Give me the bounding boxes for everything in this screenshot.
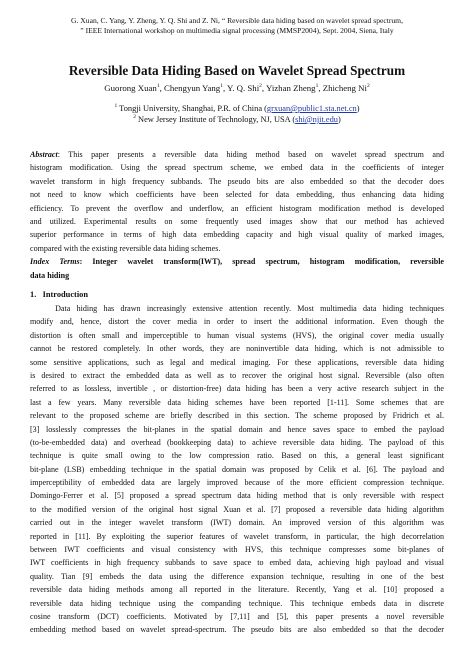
affiliation-mark: 2 bbox=[133, 114, 136, 120]
affiliation-close: ) bbox=[356, 103, 360, 113]
author-separator: , bbox=[261, 83, 266, 93]
section-title: Introduction bbox=[42, 290, 89, 299]
email-link[interactable]: shi@njit.edu bbox=[295, 114, 338, 124]
paper-title: Reversible Data Hiding Based on Wavelet Spread Spectrum bbox=[68, 63, 406, 78]
body-line: cosine transform (DCT) coefficients. Motivated by [7,11] and [5], this paper presents a novel reversible bbox=[30, 611, 444, 621]
affiliation-text: New Jersey Institute of Technology, NJ, USA ( bbox=[138, 114, 296, 124]
affiliation-mark: 1 bbox=[114, 103, 118, 109]
body-line: (to-be-embedded data) and overhead (bookkeeping data) to achieve reversible data hiding. The payload of this bbox=[30, 437, 444, 447]
author-affiliation-mark: 1 bbox=[220, 83, 223, 90]
abstract-block bbox=[30, 148, 444, 282]
body-line: carried out in the integer wavelet transform (IWT) domain. An improved version of this algorithm was bbox=[30, 518, 444, 528]
author-affiliation-mark: 1 bbox=[315, 83, 319, 90]
affiliation-close: ) bbox=[338, 114, 341, 124]
author-separator: , bbox=[222, 83, 228, 93]
abstract-line: efficiency. To prevent the overflow and underflow, an efficient histogram modification method is developed bbox=[30, 203, 444, 213]
author-name: Zhicheng Ni bbox=[322, 83, 367, 93]
body-line: embedding method based on wavelet spread-spectrum. The pseudo bits are also embedded so that the decoder bbox=[30, 625, 444, 635]
affiliation-text: Tongji University, Shanghai, P.R. of China ( bbox=[119, 103, 267, 113]
abstract-label: Abstract bbox=[30, 150, 58, 159]
body-line: reversible data hiding methods among all reported in the literature. Recently, Yang et al. [10] proposed a bbox=[30, 585, 444, 595]
author-name: Chengyun Yang bbox=[163, 83, 221, 93]
body-line: technique is quite small owing to the low compression ratio. Based on this, a general least significant bbox=[30, 451, 444, 461]
body-line: some sensitive applications, such as legal and medical imaging. For these applications, reversible data hiding bbox=[30, 357, 444, 367]
body-line: bit-plane (LSB) embedding technique in the spatial domain was proposed by Celik et al. [6]. The payload and bbox=[30, 464, 444, 474]
body-line: relevant to the proposed scheme are briefly described in this section. The scheme proposed by Fridrich et al. bbox=[30, 411, 444, 421]
body-line: imperceptibility of embedded data are largely improved because of the more efficient compression technique. bbox=[30, 478, 444, 488]
abstract-line: wavelet transform in high frequency subbands. The pseudo bits are also embedded so that the decoder does bbox=[30, 176, 444, 186]
body-line: Data hiding has drawn increasingly extensive attention recently. Most multimedia data hiding techniques bbox=[30, 304, 444, 313]
affiliation-2 bbox=[20, 114, 454, 124]
body-line: Domingo-Ferrer et al. [5] proposed a spread spectrum data hiding method that is only reversible with respect bbox=[30, 491, 444, 501]
author-list bbox=[20, 83, 454, 93]
index-terms-label: Index Terms bbox=[30, 257, 80, 267]
body-line: IWT coefficients in high frequency subbands to save space to embed data, achieving high payload and visual bbox=[30, 558, 444, 568]
author-affiliation-mark: 2 bbox=[259, 83, 262, 90]
abstract-line: compared with the existing reversible data hiding schemes. bbox=[30, 243, 221, 253]
body-line: last a few years. Many reversible data hiding schemes have been reported [1-11]. Some schemes that are bbox=[30, 397, 444, 407]
body-line: distortion is often small and imperceptible to human visual systems (HVS), the original cover media usually bbox=[30, 330, 444, 340]
abstract-line: Abstract: This paper presents a reversible data hiding method based on wavelet spread spectrum and bbox=[30, 150, 444, 159]
body-line: reported in [11]. By exploiting the superior features of wavelet transform, in particular, the high decorrelation bbox=[30, 531, 444, 541]
citation-header-line-1: G. Xuan, C. Yang, Y. Zheng, Y. Q. Shi and Z. Ni, “ Reversible data hiding based on wavelet spread spectrum, bbox=[71, 16, 403, 25]
body-line: to the modified version of the original host signal Xuan et al. [7] proposed a reversible data hiding algorithm bbox=[30, 504, 444, 514]
author-name: Yizhan Zheng bbox=[265, 83, 316, 93]
body-line: referred to as lossless, invertible , or distortion-free) data hiding has been a very active research subject in the bbox=[30, 384, 444, 394]
abstract-line: histogram modification. Using the spread spectrum scheme, we embed data in the coefficients of integer bbox=[30, 163, 444, 173]
abstract-line: not need to know which coefficients have been selected for data embedding, thus enhancing data hiding bbox=[30, 190, 444, 200]
email-link[interactable]: grxuan@public1.sta.net.cn bbox=[266, 103, 357, 113]
author-name: Guorong Xuan bbox=[104, 83, 157, 93]
body-line: between IWT coefficients and visual consistency with HVS, this technique compresses some bit-planes of bbox=[30, 545, 444, 555]
section-number: 1. bbox=[30, 290, 37, 299]
index-terms-line: data hiding bbox=[30, 270, 70, 280]
author-separator: , bbox=[159, 83, 164, 93]
body-line: cannot be restored completely. In other words, they are noninvertible data hiding, which is not admissible to bbox=[30, 344, 444, 354]
body-line: quality. Tian [9] embeds the data using the difference expansion technique, resulting in one of the best bbox=[30, 571, 444, 581]
author-affiliation-mark: 2 bbox=[366, 83, 370, 90]
author-separator: , bbox=[318, 83, 323, 93]
index-terms-line: Index Terms: Integer wavelet transform(IWT), spread spectrum, histogram modification, reversible bbox=[30, 257, 444, 267]
body-line: is desired to extract the embedded data as well as to recover the original host signal. Reversible (also often bbox=[30, 370, 444, 380]
abstract-line: superior performance in terms of high data embedding capacity and high visual quality of marked images, bbox=[30, 230, 444, 240]
body-line: modify and, hence, distort the cover media in order to insert the additional information. Even though the bbox=[30, 317, 444, 327]
introduction-body bbox=[30, 302, 444, 637]
author-affiliation-mark: 1 bbox=[156, 83, 160, 90]
citation-header-line-2: ” IEEE International workshop on multimedia signal processing (MMSP2004), Sept. 2004, Siena, Italy bbox=[80, 26, 394, 35]
body-line: reversible data hiding technique using the companding technique. This technique embeds data in discrete bbox=[30, 598, 444, 608]
author-name: Y. Q. Shi bbox=[227, 83, 260, 93]
body-line: [3] losslessly compresses the bit-planes in the spatial domain and hence saves space to embed the payload bbox=[30, 424, 444, 434]
abstract-line: and utilized. Experimental results on some frequently used images show that our method has achieved bbox=[30, 216, 444, 226]
affiliation-1 bbox=[20, 103, 454, 113]
section-heading bbox=[30, 290, 88, 299]
